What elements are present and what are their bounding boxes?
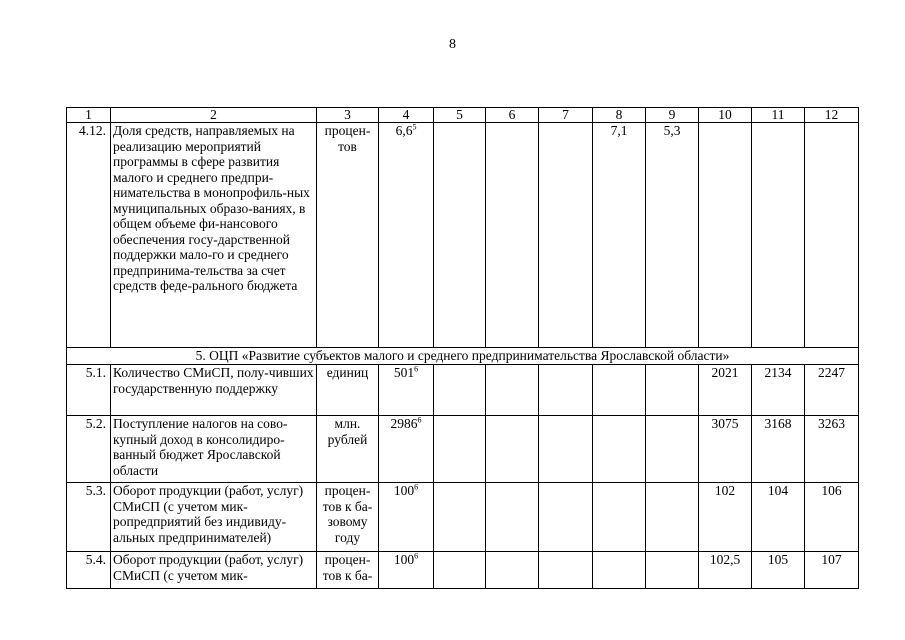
column-number-row — [67, 108, 859, 123]
value-col12: 2247 — [805, 365, 859, 416]
value-col9 — [646, 365, 699, 416]
value-col8 — [593, 416, 646, 483]
indicator-name: Поступление налогов на сово-купный доход в консолидиро-ванный бюджет Ярославской области — [111, 416, 317, 483]
value-col7 — [539, 365, 593, 416]
value-col9 — [646, 416, 699, 483]
value-col6 — [486, 483, 539, 552]
value-col7 — [539, 416, 593, 483]
row-number: 5.2. — [67, 416, 111, 483]
col-header: 11 — [752, 108, 805, 123]
page-number: 8 — [449, 37, 456, 52]
value-col5 — [434, 365, 486, 416]
value-col10: 102 — [699, 483, 752, 552]
table-row — [67, 552, 859, 589]
indicator-name: Количество СМиСП, полу-чивших государственную поддержку — [111, 365, 317, 416]
table-row — [67, 365, 859, 416]
value-col8 — [593, 365, 646, 416]
value-col11 — [752, 123, 805, 348]
unit: процен-тов к ба- — [317, 552, 379, 589]
col-header: 6 — [486, 108, 539, 123]
table-row — [67, 123, 859, 348]
col-header: 10 — [699, 108, 752, 123]
footnote-marker: 6 — [414, 551, 419, 561]
footnote-marker: 6 — [417, 415, 422, 425]
value-col6 — [486, 365, 539, 416]
unit: единиц — [317, 365, 379, 416]
unit: процен-тов к ба-зовому году — [317, 483, 379, 552]
indicator-name: Доля средств, направляемых на реализацию мероприятий программы в сфере развития малого и среднего предпри-нимательства в монопрофиль-ных муниципальных образо-ваниях, в общем объеме фи-нансового обеспечения госу-дарственной поддержки мало-го и среднего предпринима-тельства за счет средств феде-рального бюджета — [111, 123, 317, 348]
value-col4: $6,6^5$ — [379, 123, 434, 348]
col-header: 9 — [646, 108, 699, 123]
value-col6 — [486, 123, 539, 348]
value-col7 — [539, 552, 593, 589]
value-col11: 3168 — [752, 416, 805, 483]
footnote-marker: 6 — [414, 482, 419, 492]
unit: млн. рублей — [317, 416, 379, 483]
value-col10: 2021 — [699, 365, 752, 416]
indicator-name: Оборот продукции (работ, услуг) СМиСП (с учетом мик-ропредприятий без индивиду-альных предпринимателей) — [111, 483, 317, 552]
value-col7 — [539, 483, 593, 552]
col-header: 3 — [317, 108, 379, 123]
value-col9 — [646, 483, 699, 552]
value-col8: 7,1 — [593, 123, 646, 348]
section-title: 5. ОЦП «Развитие субъектов малого и среднего предпринимательства Ярославской области» — [67, 348, 859, 365]
value-col11: 2134 — [752, 365, 805, 416]
value-col5 — [434, 552, 486, 589]
footnote-marker: 5 — [412, 122, 417, 132]
value-col12: 107 — [805, 552, 859, 589]
footnote-marker: 6 — [414, 364, 419, 374]
value-col11: 105 — [752, 552, 805, 589]
row-number: 4.12. — [67, 123, 111, 348]
value-col4: $100^6$ — [379, 483, 434, 552]
value-col10 — [699, 123, 752, 348]
col-header: 12 — [805, 108, 859, 123]
value-col11: 104 — [752, 483, 805, 552]
section-row — [67, 348, 859, 365]
col-header: 2 — [111, 108, 317, 123]
value-col8 — [593, 483, 646, 552]
value-col10: 102,5 — [699, 552, 752, 589]
indicator-name: Оборот продукции (работ, услуг) СМиСП (с учетом мик- — [111, 552, 317, 589]
value-col6 — [486, 416, 539, 483]
value-col8 — [593, 552, 646, 589]
value-col7 — [539, 123, 593, 348]
table-row — [67, 416, 859, 483]
value-col9: 5,3 — [646, 123, 699, 348]
row-number: 5.3. — [67, 483, 111, 552]
indicators-table — [66, 107, 859, 589]
table-row — [67, 483, 859, 552]
row-number: 5.1. — [67, 365, 111, 416]
col-header: 7 — [539, 108, 593, 123]
value-col6 — [486, 552, 539, 589]
col-header: 5 — [434, 108, 486, 123]
value-col4: 2986$^6$ — [379, 416, 434, 483]
value-col12: 106 — [805, 483, 859, 552]
row-number: 5.4. — [67, 552, 111, 589]
value-col5 — [434, 123, 486, 348]
value-col5 — [434, 483, 486, 552]
value-col12: 3263 — [805, 416, 859, 483]
value-col9 — [646, 552, 699, 589]
value-col4: $501^6$ — [379, 365, 434, 416]
value-col4: $100^6$ — [379, 552, 434, 589]
value-col12 — [805, 123, 859, 348]
unit: процен-тов — [317, 123, 379, 348]
col-header: 4 — [379, 108, 434, 123]
value-col5 — [434, 416, 486, 483]
col-header: 1 — [67, 108, 111, 123]
value-col10: 3075 — [699, 416, 752, 483]
col-header: 8 — [593, 108, 646, 123]
